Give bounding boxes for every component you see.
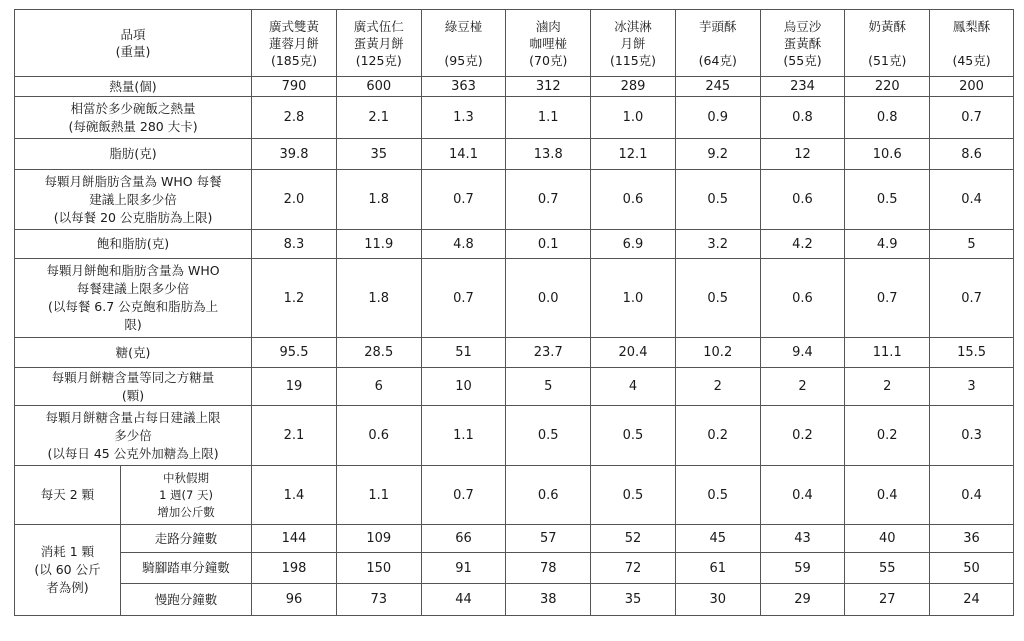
value-cell: 2.1 [252, 406, 337, 466]
value-cell: 0.4 [930, 466, 1014, 525]
value-cell: 23.7 [506, 338, 591, 368]
value-cell: 13.8 [506, 139, 591, 170]
value-cell: 3 [930, 368, 1014, 406]
value-cell: 57 [506, 525, 591, 553]
value-cell: 59 [760, 553, 845, 584]
value-cell: 27 [845, 584, 930, 616]
value-cell: 0.5 [675, 466, 760, 525]
value-cell: 1.0 [591, 97, 676, 139]
value-cell: 1.2 [252, 259, 337, 338]
value-cell: 0.7 [845, 259, 930, 338]
value-cell: 0.7 [421, 170, 506, 230]
value-cell: 45 [675, 525, 760, 553]
exercise-row [15, 584, 1014, 616]
value-cell: 72 [591, 553, 676, 584]
value-cell: 1.1 [421, 406, 506, 466]
product-header: 芋頭酥 (64克) [675, 10, 760, 77]
row-label: 飽和脂肪(克) [15, 230, 252, 259]
value-cell: 15.5 [930, 338, 1014, 368]
weight-gain-sub-label: 中秋假期 1 週(7 天) 增加公斤數 [120, 466, 251, 525]
value-cell: 0.1 [506, 230, 591, 259]
product-header: 奶黃酥 (51克) [845, 10, 930, 77]
value-cell: 0.5 [591, 406, 676, 466]
value-cell: 0.6 [760, 259, 845, 338]
value-cell: 78 [506, 553, 591, 584]
value-cell: 0.5 [591, 466, 676, 525]
value-cell: 35 [336, 139, 421, 170]
value-cell: 43 [760, 525, 845, 553]
value-cell: 363 [421, 77, 506, 97]
value-cell: 0.7 [930, 97, 1014, 139]
product-header: 廣式伍仁 蛋黃月餅 (125克) [336, 10, 421, 77]
value-cell: 220 [845, 77, 930, 97]
value-cell: 0.5 [506, 406, 591, 466]
value-cell: 144 [252, 525, 337, 553]
value-cell: 2 [760, 368, 845, 406]
value-cell: 11.9 [336, 230, 421, 259]
exercise-group-label: 消耗 1 顆 (以 60 公斤 者為例) [15, 525, 121, 616]
mooncake-nutrition-table [14, 9, 1014, 616]
row-label: 每顆月餅糖含量占每日建議上限 多少倍 (以每日 45 公克外加糖為上限) [15, 406, 252, 466]
value-cell: 66 [421, 525, 506, 553]
value-cell: 30 [675, 584, 760, 616]
value-cell: 2.0 [252, 170, 337, 230]
value-cell: 29 [760, 584, 845, 616]
value-cell: 4.9 [845, 230, 930, 259]
value-cell: 2 [675, 368, 760, 406]
value-cell: 19 [252, 368, 337, 406]
value-cell: 4.2 [760, 230, 845, 259]
value-cell: 3.2 [675, 230, 760, 259]
value-cell: 24 [930, 584, 1014, 616]
row-label: 相當於多少碗飯之熱量 (每碗飯熱量 280 大卡) [15, 97, 252, 139]
value-cell: 2.1 [336, 97, 421, 139]
value-cell: 312 [506, 77, 591, 97]
value-cell: 10.6 [845, 139, 930, 170]
row-label: 每顆月餅飽和脂肪含量為 WHO 每餐建議上限多少倍 (以每餐 6.7 公克飽和脂肪為上 限) [15, 259, 252, 338]
value-cell: 91 [421, 553, 506, 584]
weight-gain-group-label: 每天 2 顆 [15, 466, 121, 525]
table-row [15, 406, 1014, 466]
table-row [15, 259, 1014, 338]
value-cell: 1.1 [506, 97, 591, 139]
value-cell: 0.4 [845, 466, 930, 525]
table-row [15, 77, 1014, 97]
value-cell: 0.5 [675, 259, 760, 338]
value-cell: 6.9 [591, 230, 676, 259]
exercise-label: 走路分鐘數 [120, 525, 251, 553]
value-cell: 9.2 [675, 139, 760, 170]
value-cell: 1.3 [421, 97, 506, 139]
exercise-row [15, 553, 1014, 584]
value-cell: 55 [845, 553, 930, 584]
value-cell: 11.1 [845, 338, 930, 368]
value-cell: 198 [252, 553, 337, 584]
row-label: 脂肪(克) [15, 139, 252, 170]
value-cell: 5 [930, 230, 1014, 259]
value-cell: 95.5 [252, 338, 337, 368]
value-cell: 0.7 [930, 259, 1014, 338]
weight-gain-row [15, 466, 1014, 525]
header-row [15, 10, 1014, 77]
product-header: 烏豆沙 蛋黃酥 (55克) [760, 10, 845, 77]
value-cell: 61 [675, 553, 760, 584]
value-cell: 0.5 [845, 170, 930, 230]
table-row [15, 139, 1014, 170]
value-cell: 0.7 [421, 466, 506, 525]
value-cell: 0.3 [930, 406, 1014, 466]
item-header: 品項 (重量) [15, 10, 252, 77]
value-cell: 38 [506, 584, 591, 616]
value-cell: 0.4 [760, 466, 845, 525]
exercise-label: 慢跑分鐘數 [120, 584, 251, 616]
row-label: 每顆月餅脂肪含量為 WHO 每餐 建議上限多少倍 (以每餐 20 公克脂肪為上限) [15, 170, 252, 230]
value-cell: 8.3 [252, 230, 337, 259]
exercise-label: 騎腳踏車分鐘數 [120, 553, 251, 584]
value-cell: 600 [336, 77, 421, 97]
value-cell: 289 [591, 77, 676, 97]
value-cell: 1.0 [591, 259, 676, 338]
value-cell: 96 [252, 584, 337, 616]
value-cell: 0.6 [506, 466, 591, 525]
value-cell: 0.5 [675, 170, 760, 230]
value-cell: 234 [760, 77, 845, 97]
value-cell: 10.2 [675, 338, 760, 368]
value-cell: 150 [336, 553, 421, 584]
value-cell: 245 [675, 77, 760, 97]
value-cell: 0.0 [506, 259, 591, 338]
value-cell: 40 [845, 525, 930, 553]
value-cell: 1.1 [336, 466, 421, 525]
value-cell: 2 [845, 368, 930, 406]
row-label: 糖(克) [15, 338, 252, 368]
value-cell: 73 [336, 584, 421, 616]
exercise-row [15, 525, 1014, 553]
value-cell: 0.8 [760, 97, 845, 139]
table-row [15, 97, 1014, 139]
value-cell: 4.8 [421, 230, 506, 259]
value-cell: 35 [591, 584, 676, 616]
value-cell: 1.8 [336, 259, 421, 338]
value-cell: 8.6 [930, 139, 1014, 170]
value-cell: 12 [760, 139, 845, 170]
value-cell: 6 [336, 368, 421, 406]
value-cell: 52 [591, 525, 676, 553]
table-row [15, 368, 1014, 406]
value-cell: 44 [421, 584, 506, 616]
value-cell: 36 [930, 525, 1014, 553]
value-cell: 0.2 [675, 406, 760, 466]
value-cell: 109 [336, 525, 421, 553]
value-cell: 0.4 [930, 170, 1014, 230]
value-cell: 10 [421, 368, 506, 406]
table-row [15, 230, 1014, 259]
product-header: 滷肉 咖哩椪 (70克) [506, 10, 591, 77]
value-cell: 0.6 [336, 406, 421, 466]
value-cell: 0.6 [591, 170, 676, 230]
value-cell: 2.8 [252, 97, 337, 139]
value-cell: 0.7 [506, 170, 591, 230]
row-label: 熱量(個) [15, 77, 252, 97]
row-label: 每顆月餅糖含量等同之方糖量 (顆) [15, 368, 252, 406]
value-cell: 0.7 [421, 259, 506, 338]
value-cell: 51 [421, 338, 506, 368]
value-cell: 0.6 [760, 170, 845, 230]
value-cell: 200 [930, 77, 1014, 97]
value-cell: 4 [591, 368, 676, 406]
value-cell: 50 [930, 553, 1014, 584]
value-cell: 14.1 [421, 139, 506, 170]
value-cell: 0.8 [845, 97, 930, 139]
value-cell: 0.2 [845, 406, 930, 466]
value-cell: 9.4 [760, 338, 845, 368]
value-cell: 20.4 [591, 338, 676, 368]
value-cell: 12.1 [591, 139, 676, 170]
product-header: 鳳梨酥 (45克) [930, 10, 1014, 77]
product-header: 冰淇淋 月餅 (115克) [591, 10, 676, 77]
product-header: 綠豆椪 (95克) [421, 10, 506, 77]
value-cell: 28.5 [336, 338, 421, 368]
table-row [15, 170, 1014, 230]
value-cell: 39.8 [252, 139, 337, 170]
value-cell: 1.8 [336, 170, 421, 230]
table-row [15, 338, 1014, 368]
value-cell: 0.9 [675, 97, 760, 139]
product-header: 廣式雙黃 蓮蓉月餅 (185克) [252, 10, 337, 77]
value-cell: 0.2 [760, 406, 845, 466]
value-cell: 5 [506, 368, 591, 406]
value-cell: 1.4 [252, 466, 337, 525]
value-cell: 790 [252, 77, 337, 97]
